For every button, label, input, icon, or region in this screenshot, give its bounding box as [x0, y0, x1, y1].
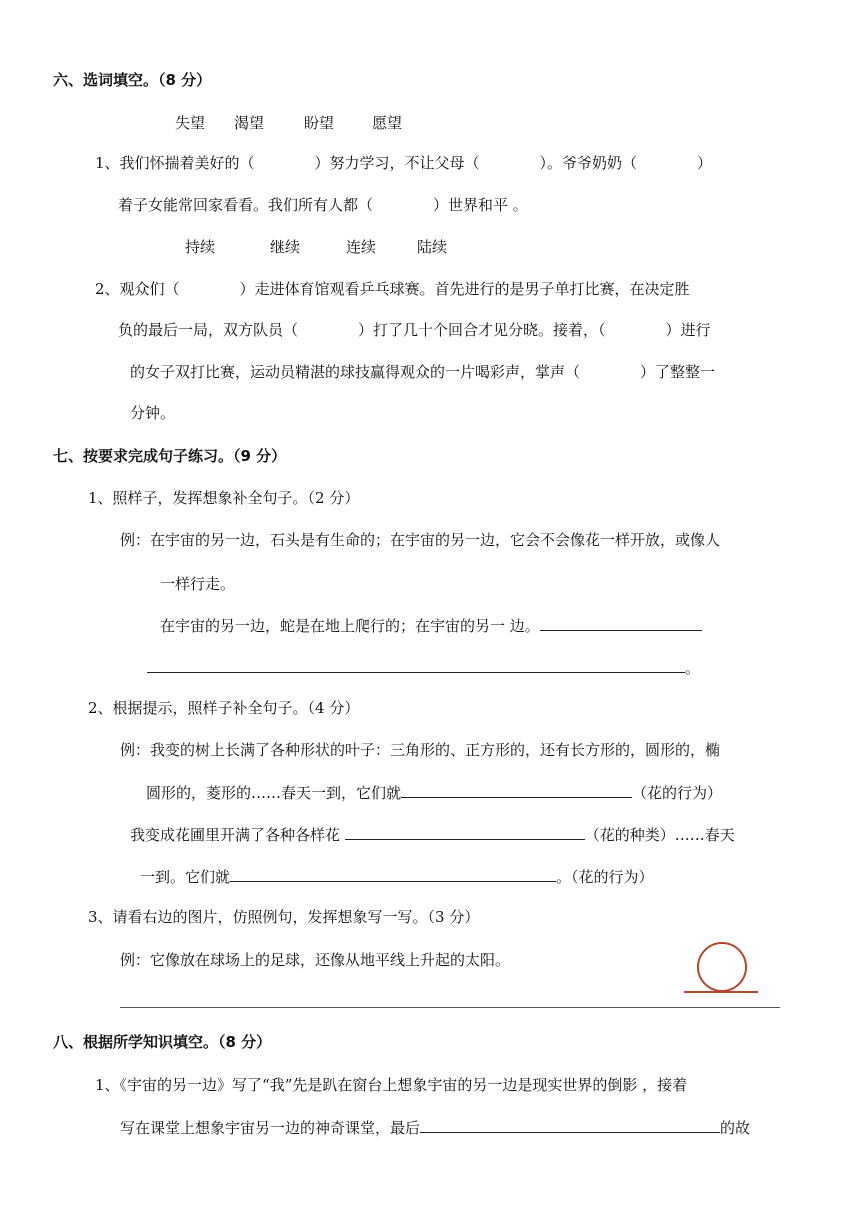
- word-option: 持续: [185, 238, 216, 256]
- word-option: 失望: [175, 114, 206, 132]
- word-option: 陆续: [417, 238, 448, 256]
- word-option: 继续: [270, 238, 301, 256]
- answer-blank[interactable]: [420, 1117, 720, 1133]
- s7-q1-task-line2: 。: [147, 657, 700, 678]
- s6-q1-line1: 1、我们怀揣着美好的（ ）努力学习，不让父母（ ）。爷爷奶奶（ ）: [95, 154, 713, 172]
- s7-q3-title: 3、请看右边的图片，仿照例句，发挥想象写一写。（3 分）: [88, 908, 480, 926]
- answer-blank[interactable]: [147, 657, 685, 673]
- s7-q2-task-line2: 一到。它们就 。（花的行为）: [140, 868, 654, 886]
- circle-shape: [698, 943, 746, 991]
- s7-q3-example: 例：它像放在球场上的足球，还像从地平线上升起的太阳。: [120, 951, 511, 969]
- s7-q2-example-line2: 圆形的，菱形的……春天一到，它们就 （花的行为）: [146, 784, 723, 802]
- answer-blank[interactable]: [230, 866, 556, 882]
- word-option: 盼望: [304, 114, 335, 132]
- s6-q2-line3: 的女子双打比赛，运动员精湛的球技赢得观众的一片喝彩声，掌声（ ）了整整一: [130, 363, 716, 381]
- word-option: 渴望: [234, 114, 265, 132]
- s7-q2-title: 2、根据提示，照样子补全句子。（4 分）: [88, 699, 360, 717]
- s6-q2-line4: 分钟。: [130, 404, 176, 422]
- s7-q2-task-line1: 我变成花圃里开满了各种各样花 （花的种类）……春天: [130, 826, 735, 844]
- section-8-heading: 八、根据所学知识填空。（8 分）: [53, 1033, 272, 1051]
- s7-q1-example-line2: 一样行走。: [160, 575, 236, 593]
- answer-blank[interactable]: [540, 615, 702, 631]
- s7-q1-title: 1、照样子，发挥想象补全句子。（2 分）: [88, 489, 360, 507]
- s7-q1-task: 在宇宙的另一边，蛇是在地上爬行的；在宇宙的另一 边。: [160, 615, 702, 636]
- word-option: 连续: [346, 238, 377, 256]
- answer-line[interactable]: [120, 1007, 780, 1008]
- section-6-heading: 六、选词填空。（8 分）: [53, 71, 212, 89]
- s6-q1-line2: 着子女能常回家看看。我们所有人都（ ）世界和平 。: [118, 196, 528, 214]
- s7-q1-example-line1: 例：在宇宙的另一边，石头是有生命的；在宇宙的另一边，它会不会像花一样开放，或像人: [120, 531, 721, 549]
- s8-q1-line2: 写在课堂上想象宇宙另一边的神奇课堂，最后 的故: [120, 1119, 751, 1137]
- sun-on-horizon-figure: [680, 938, 762, 998]
- word-option: 愿望: [372, 114, 403, 132]
- answer-blank[interactable]: [345, 824, 585, 840]
- section-7-heading: 七、按要求完成句子练习。（9 分）: [53, 447, 287, 465]
- s6-q2-line1: 2、观众们（ ）走进体育馆观看乒乓球赛。首先进行的是男子单打比赛，在决定胜: [95, 280, 690, 298]
- example-blank: [401, 782, 632, 798]
- s7-q2-example-line1: 例：我变的树上长满了各种形状的叶子：三角形的、正方形的，还有长方形的，圆形的，椭: [120, 741, 721, 759]
- s6-q2-line2: 负的最后一局，双方队员（ ）打了几十个回合才见分晓。接着，（ ）进行: [118, 321, 711, 339]
- s8-q1-line1: 1、《宇宙的另一边》写了“我”先是趴在窗台上想象宇宙的另一边是现实世界的倒影 ，接着: [95, 1076, 688, 1094]
